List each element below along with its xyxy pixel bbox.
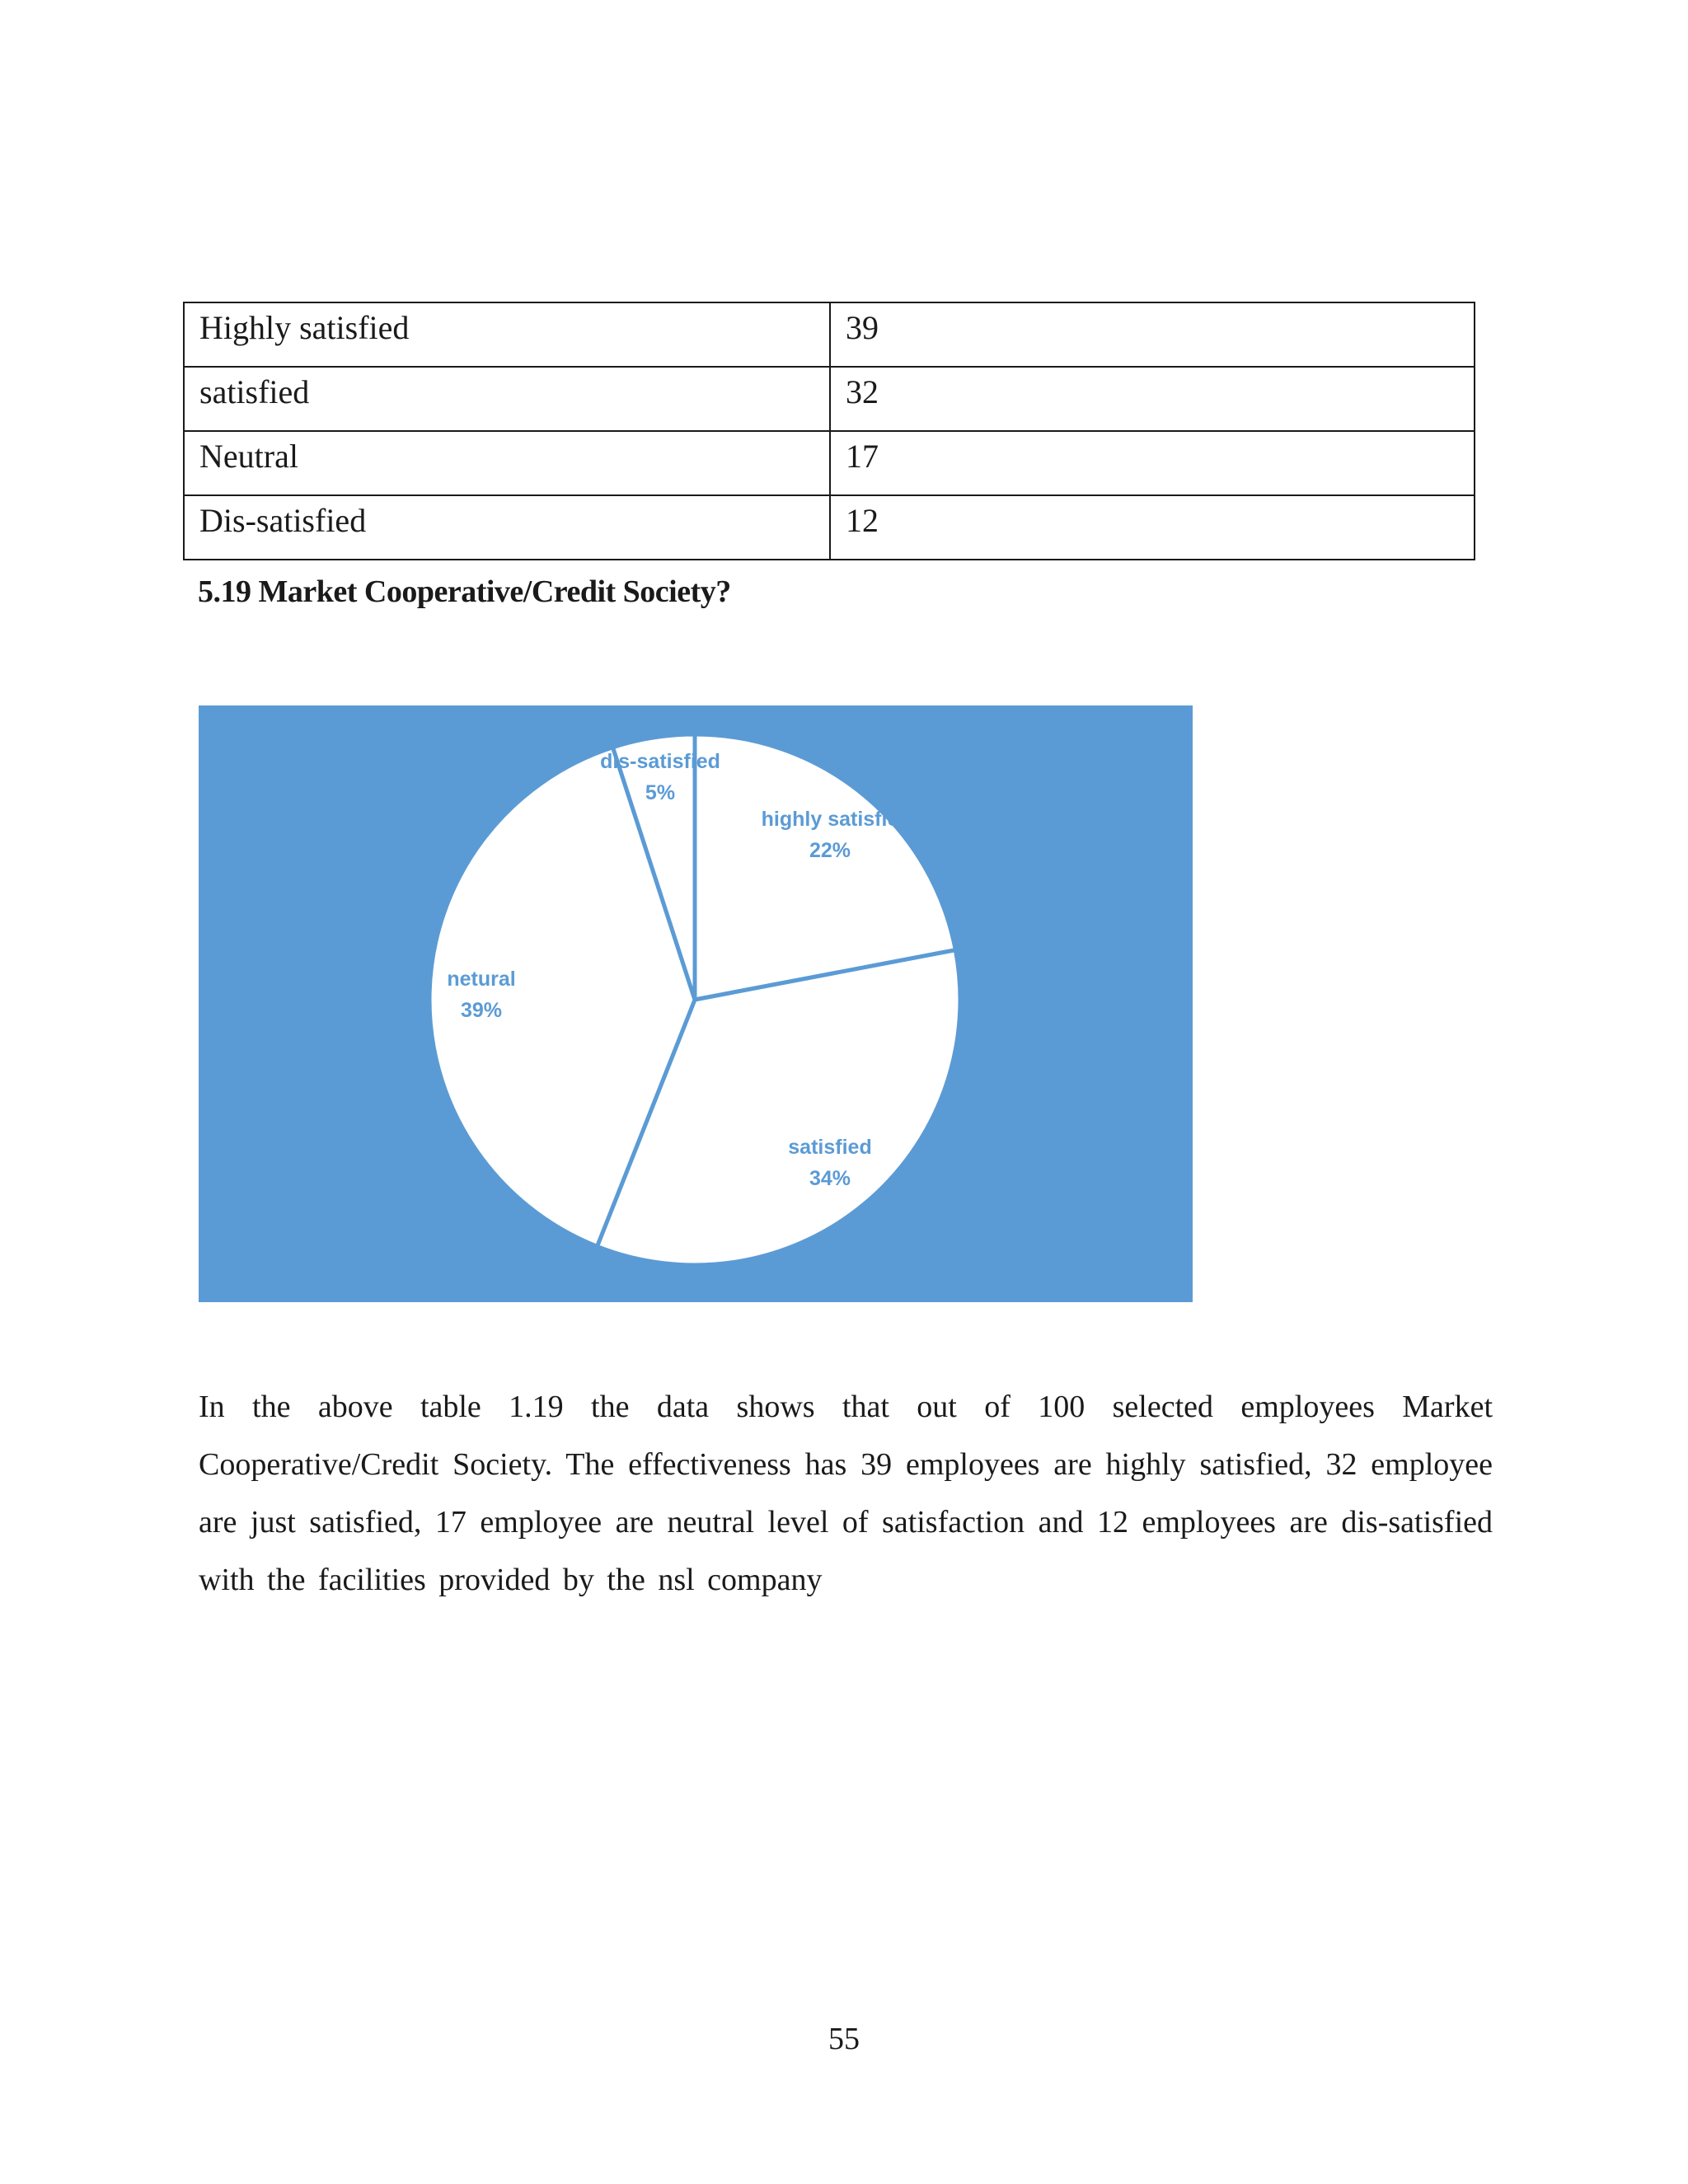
pie-chart — [199, 705, 1193, 1302]
description-paragraph: In the above table 1.19 the data shows that out of 100 selected employees Market Cooperative/Credit Society. The effectiveness has 39 employees are highly satisfied, 32 employee are just satisfied, 17 employee are neutral level of satisfaction and 12 employees are dis-satisfied with the facilities provided by the nsl company — [199, 1390, 1493, 1597]
table-row — [184, 367, 1475, 431]
table-cell-label: Dis-satisfied — [184, 495, 830, 560]
slice-label-percent: 39% — [460, 999, 503, 1022]
satisfaction-table — [183, 302, 1475, 560]
slice-label-name: dis-satisfied — [600, 750, 720, 773]
slice-label-percent: 5% — [645, 781, 676, 804]
slice-label-name: netural — [447, 968, 516, 991]
slice-label-percent: 34% — [809, 1167, 851, 1190]
section-heading: 5.19 Market Cooperative/Credit Society? — [198, 574, 731, 609]
slice-label-name: highly satisfie — [761, 808, 899, 831]
table-row — [184, 495, 1475, 560]
page-number: 55 — [828, 2022, 860, 2056]
slice-label-percent: 22% — [809, 839, 851, 862]
table-cell-value: 12 — [830, 495, 1475, 560]
table-cell-label: Highly satisfied — [184, 302, 830, 367]
table-row — [184, 431, 1475, 495]
table-cell-value: 17 — [830, 431, 1475, 495]
table-cell-value: 39 — [830, 302, 1475, 367]
table-cell-label: satisfied — [184, 367, 830, 431]
slice-label-name: satisfied — [788, 1136, 872, 1159]
table-cell-label: Neutral — [184, 431, 830, 495]
table-cell-value: 32 — [830, 367, 1475, 431]
table-row — [184, 302, 1475, 367]
pie-chart-svg — [199, 705, 1193, 1302]
